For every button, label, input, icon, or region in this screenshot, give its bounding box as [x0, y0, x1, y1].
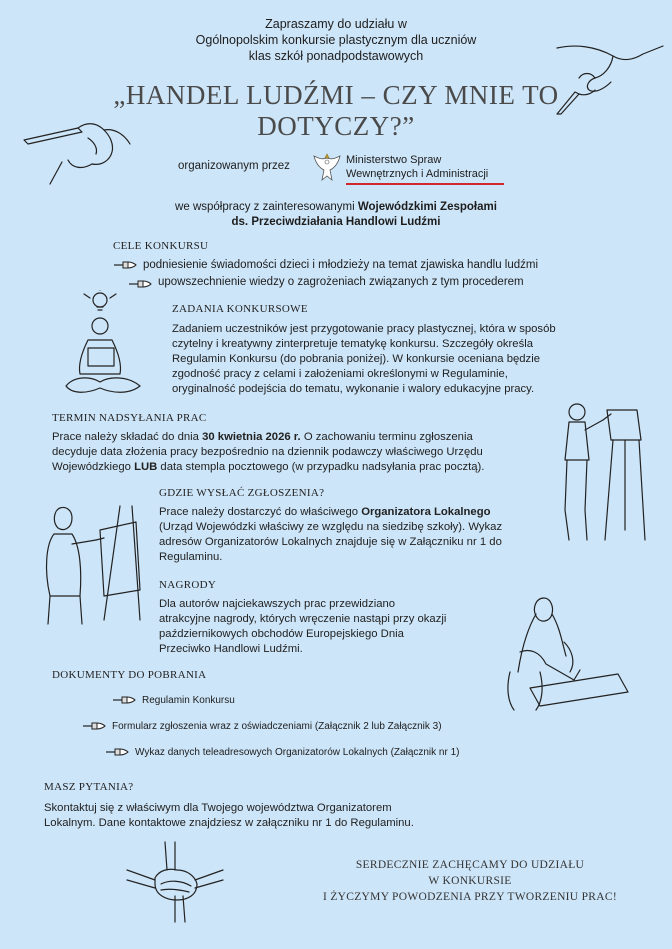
organizer-row	[178, 150, 518, 190]
paintbrush-icon	[112, 694, 136, 706]
goal-text: upowszechnienie wiedzy o zagrożeniach związanych z tym procederem	[158, 276, 524, 288]
where-heading: GDZIE WYSŁAĆ ZGŁOSZENIA?	[159, 487, 325, 499]
deadline-text-part: O zachowaniu terminu zgłoszenia	[300, 431, 473, 443]
questions-text	[44, 801, 544, 831]
tasks-heading: ZADANIA KONKURSOWE	[172, 303, 308, 315]
document-item[interactable]	[112, 694, 235, 706]
deadline-heading: TERMIN NADSYŁANIA PRAC	[52, 412, 207, 424]
where-line: (Urząd Wojewódzki właściwy ze względu na siedzibę szkoły). Wykaz	[159, 521, 503, 533]
cooperation-prefix: we współpracy z zainteresowanymi	[175, 201, 358, 213]
tasks-text	[172, 322, 592, 397]
ministry-underline	[346, 183, 504, 185]
woman-painting-icon	[40, 500, 160, 625]
document-item[interactable]	[82, 720, 442, 732]
where-text	[159, 505, 559, 565]
closing-line: I ŻYCZYMY POWODZENIA PRZY TWORZENIU PRAC!	[323, 891, 617, 903]
document-item[interactable]	[105, 746, 460, 758]
deadline-text	[52, 430, 572, 475]
awards-line: Przeciwko Handlowi Ludźmi.	[159, 643, 303, 655]
deadline-or: LUB	[134, 461, 158, 473]
document-link[interactable]: Regulamin Konkursu	[142, 694, 235, 706]
closing-line: SERDECZNIE ZACHĘCAMY DO UDZIAŁU	[355, 859, 585, 871]
tasks-line: czytelny i kreatywny zinterpretuje tematykę konkursu. Szczegóły określa	[172, 338, 534, 350]
paintbrush-icon	[82, 720, 106, 732]
questions-heading: MASZ PYTANIA?	[44, 781, 134, 793]
joined-hands-icon	[125, 840, 225, 925]
awards-heading: NAGRODY	[159, 579, 217, 591]
paintbrush-icon	[113, 259, 137, 271]
painter-easel-icon	[555, 400, 650, 545]
cooperation-bold: ds. Przeciwdziałania Handlowi Ludźmi	[231, 216, 441, 228]
woman-drawing-icon	[500, 592, 630, 712]
goal-text: podniesienie świadomości dzieci i młodzieży na temat zjawiska handlu ludźmi	[143, 259, 539, 271]
awards-text	[159, 597, 499, 657]
ministry-line1: Ministerstwo Spraw	[346, 154, 442, 166]
ministry-line2: Wewnętrznych i Administracji	[346, 168, 489, 180]
documents-heading: DOKUMENTY DO POBRANIA	[52, 669, 207, 681]
goals-heading: CELE KONKURSU	[113, 240, 209, 252]
title-line: „HANDEL LUDŹMI – CZY MNIE TO	[113, 80, 559, 110]
eagle-emblem-icon	[312, 150, 342, 188]
organizer-label: organizowanym przez	[178, 160, 290, 172]
closing-text	[280, 857, 660, 905]
tasks-line: zgodność pracy z celami i założeniami określonymi w Regulaminie,	[172, 368, 508, 380]
questions-line: Skontaktuj się z właściwym dla Twojego województwa Organizatorem	[44, 802, 392, 814]
intro-line: Zapraszamy do udziału w	[265, 17, 407, 31]
deadline-text-part: Prace należy składać do dnia	[52, 431, 203, 443]
cooperation-text	[0, 200, 672, 230]
awards-line: październikowych obchodów Europejskiego Dnia	[159, 628, 404, 640]
deadline-text-part: Wojewódzkiego	[52, 461, 135, 473]
intro-line: Ogólnopolskim konkursie plastycznym dla uczniów	[195, 33, 477, 47]
contest-title	[0, 80, 672, 142]
goal-item	[130, 276, 524, 288]
tasks-line: oryginalność podejścia do tematu, wykonanie i walory edukacyjne pracy.	[172, 383, 535, 395]
paintbrush-icon	[128, 278, 152, 290]
deadline-line: decyduje data złożenia pracy bezpośrednio na dziennik podawczy właściwego Urzędu	[52, 446, 483, 458]
document-link[interactable]: Formularz zgłoszenia wraz z oświadczeniami (Załącznik 2 lub Załącznik 3)	[112, 720, 442, 732]
awards-line: Dla autorów najciekawszych prac przewidziano	[159, 598, 396, 610]
tasks-line: Zadaniem uczestników jest przygotowanie pracy plastycznej, która w sposób	[172, 323, 556, 335]
where-line: Regulaminu.	[159, 551, 223, 563]
ministry-name	[346, 153, 488, 181]
where-line: adresów Organizatorów Lokalnych znajduje się w Załączniku nr 1 do	[159, 536, 502, 548]
paintbrush-icon	[105, 746, 129, 758]
where-text-part: Prace należy dostarczyć do właściwego	[159, 506, 362, 518]
closing-line: W KONKURSIE	[428, 875, 512, 887]
title-line: DOTYCZY?”	[257, 111, 415, 141]
intro-text	[0, 16, 672, 64]
deadline-date: 30 kwietnia 2026 r.	[202, 431, 301, 443]
questions-line: Lokalnym. Dane kontaktowe znajdziesz w załączniku nr 1 do Regulaminu.	[44, 817, 414, 829]
goal-item	[113, 259, 538, 271]
where-organizer: Organizatora Lokalnego	[361, 506, 491, 518]
deadline-text-part: data stempla pocztowego (w przypadku nadsyłania prac pocztą).	[157, 461, 485, 473]
thinking-person-icon	[60, 290, 155, 402]
cooperation-bold: Wojewódzkimi Zespołami	[357, 201, 497, 213]
tasks-line: Regulamin Konkursu (do pobrania poniżej). W konkursie oceniana będzie	[172, 353, 540, 365]
intro-line: klas szkół ponadpodstawowych	[248, 49, 424, 63]
document-link[interactable]: Wykaz danych teleadresowych Organizatorów Lokalnych (Załącznik nr 1)	[135, 746, 460, 758]
awards-line: atrakcyjne nagrody, których wręczenie nastąpi przy okazji	[159, 613, 447, 625]
